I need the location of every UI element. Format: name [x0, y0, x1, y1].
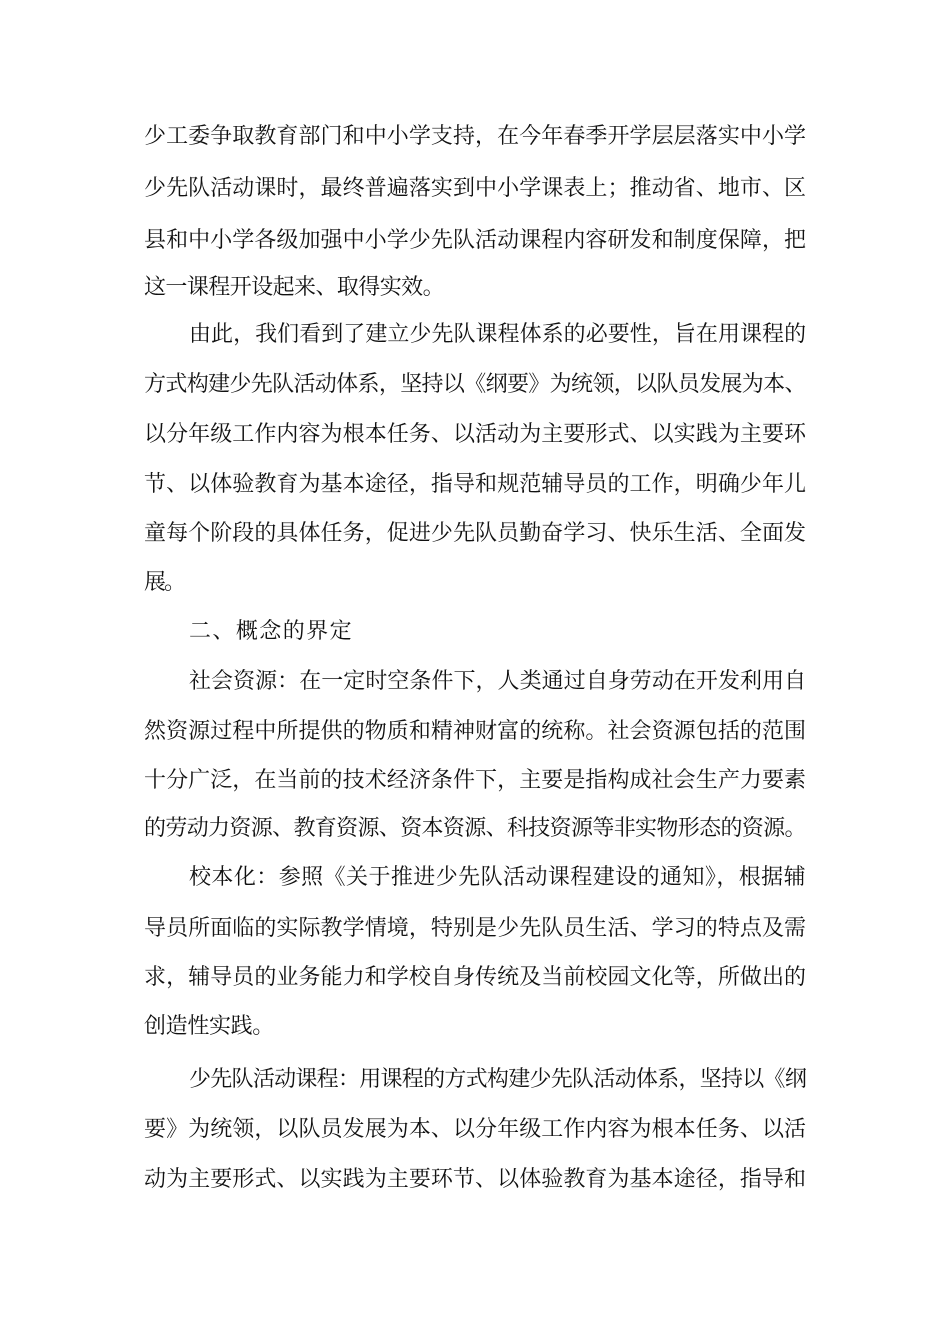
text-line-2: 少先队活动课时，最终普遍落实到中小学课表上；推动省、地市、区 [144, 176, 807, 201]
text-line-14: 十分广泛，在当前的技术经济条件下，主要是指构成社会生产力要素 [144, 768, 807, 793]
text-line-16: 校本化：参照《关于推进少先队活动课程建设的通知》，根据辅 [189, 865, 807, 890]
text-line-22: 动为主要形式、以实践为主要环节、以体验教育为基本途径，指导和 [144, 1167, 807, 1192]
text-line-7: 以分年级工作内容为根本任务、以活动为主要形式、以实践为主要环 [144, 422, 807, 447]
text-line-21: 要》为统领，以队员发展为本、以分年级工作内容为根本任务、以活 [144, 1117, 807, 1142]
text-line-1: 少工委争取教育部门和中小学支持，在今年春季开学层层落实中小学 [144, 124, 807, 149]
text-line-4: 这一课程开设起来、取得实效。 [144, 275, 445, 300]
text-line-5: 由此，我们看到了建立少先队课程体系的必要性，旨在用课程的 [189, 322, 807, 347]
text-line-12: 社会资源：在一定时空条件下，人类通过自身劳动在开发利用自 [189, 669, 807, 694]
text-line-18: 求，辅导员的业务能力和学校自身传统及当前校园文化等，所做出的 [144, 965, 807, 990]
text-line-6: 方式构建少先队活动体系，坚持以《纲要》为统领，以队员发展为本、 [144, 372, 806, 397]
text-line-10: 展。 [144, 570, 184, 595]
text-line-3: 县和中小学各级加强中小学少先队活动课程内容研发和制度保障，把 [144, 228, 807, 253]
text-line-9: 童每个阶段的具体任务，促进少先队员勤奋学习、快乐生活、全面发 [144, 521, 807, 546]
text-line-20: 少先队活动课程：用课程的方式构建少先队活动体系，坚持以《纲 [189, 1067, 807, 1092]
section-heading: 二、概念的界定 [189, 619, 354, 644]
text-line-13: 然资源过程中所提供的物质和精神财富的统称。社会资源包括的范围 [144, 719, 807, 744]
text-line-17: 导员所面临的实际教学情境，特别是少先队员生活、学习的特点及需 [144, 916, 807, 941]
text-line-15: 的劳动力资源、教育资源、资本资源、科技资源等非实物形态的资源。 [144, 816, 806, 841]
text-line-8: 节、以体验教育为基本途径，指导和规范辅导员的工作，明确少年儿 [144, 472, 807, 497]
text-line-19: 创造性实践。 [144, 1014, 274, 1039]
